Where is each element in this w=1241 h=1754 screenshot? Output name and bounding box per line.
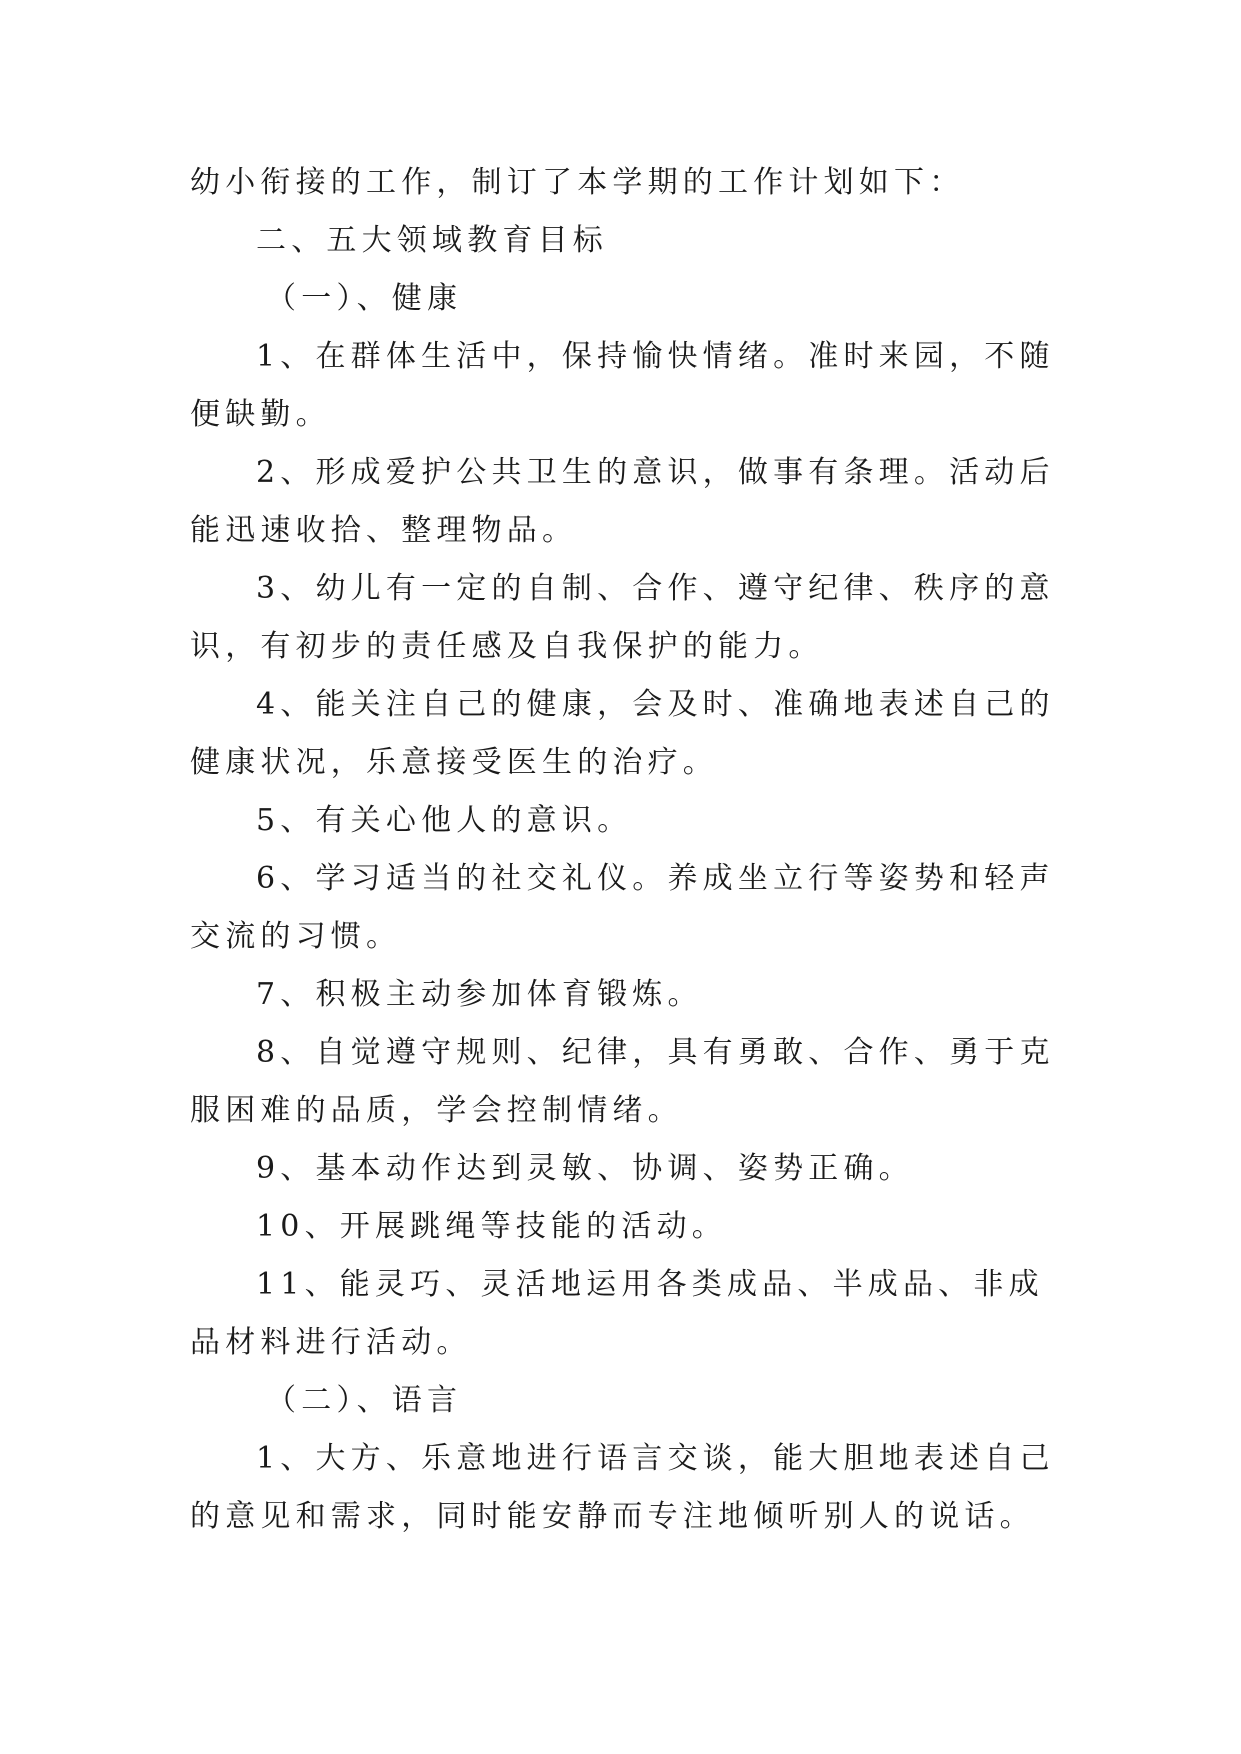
- document-page: [190, 154, 1070, 1546]
- health-item-4: 4、能关注自己的健康，会及时、准确地表述自己的健康状况，乐意接受医生的治疗。: [190, 687, 1055, 780]
- health-item-1: 1、在群体生活中，保持愉快情绪。准时来园，不随便缺勤。: [190, 339, 1055, 432]
- health-item-10: 10、开展跳绳等技能的活动。: [256, 1209, 727, 1244]
- health-item-2: 2、形成爱护公共卫生的意识，做事有条理。活动后能迅速收拾、整理物品。: [190, 455, 1055, 548]
- health-item-6: 6、学习适当的社交礼仪。养成坐立行等姿势和轻声交流的习惯。: [190, 861, 1055, 954]
- health-item-7: 7、积极主动参加体育锻炼。: [256, 977, 703, 1012]
- intro-paragraph: 幼小衔接的工作，制订了本学期的工作计划如下：: [190, 165, 965, 200]
- health-item-5: 5、有关心他人的意识。: [256, 803, 633, 838]
- health-item-11: 11、能灵巧、灵活地运用各类成品、半成品、非成品材料进行活动。: [190, 1267, 1044, 1360]
- health-item-3: 3、幼儿有一定的自制、合作、遵守纪律、秩序的意识，有初步的责任感及自我保护的能力。: [190, 571, 1055, 664]
- section-heading-goals: 二、五大领域教育目标: [256, 223, 608, 258]
- language-item-1: 1、大方、乐意地进行语言交谈，能大胆地表述自己的意见和需求，同时能安静而专注地倾听别人的说话。: [190, 1441, 1055, 1534]
- subsection-heading-language: （二）、语言: [266, 1383, 463, 1418]
- subsection-heading-health: （一）、健康: [266, 281, 463, 316]
- health-item-9: 9、基本动作达到灵敏、协调、姿势正确。: [256, 1151, 914, 1186]
- health-item-8: 8、自觉遵守规则、纪律，具有勇敢、合作、勇于克服困难的品质，学会控制情绪。: [190, 1035, 1055, 1128]
